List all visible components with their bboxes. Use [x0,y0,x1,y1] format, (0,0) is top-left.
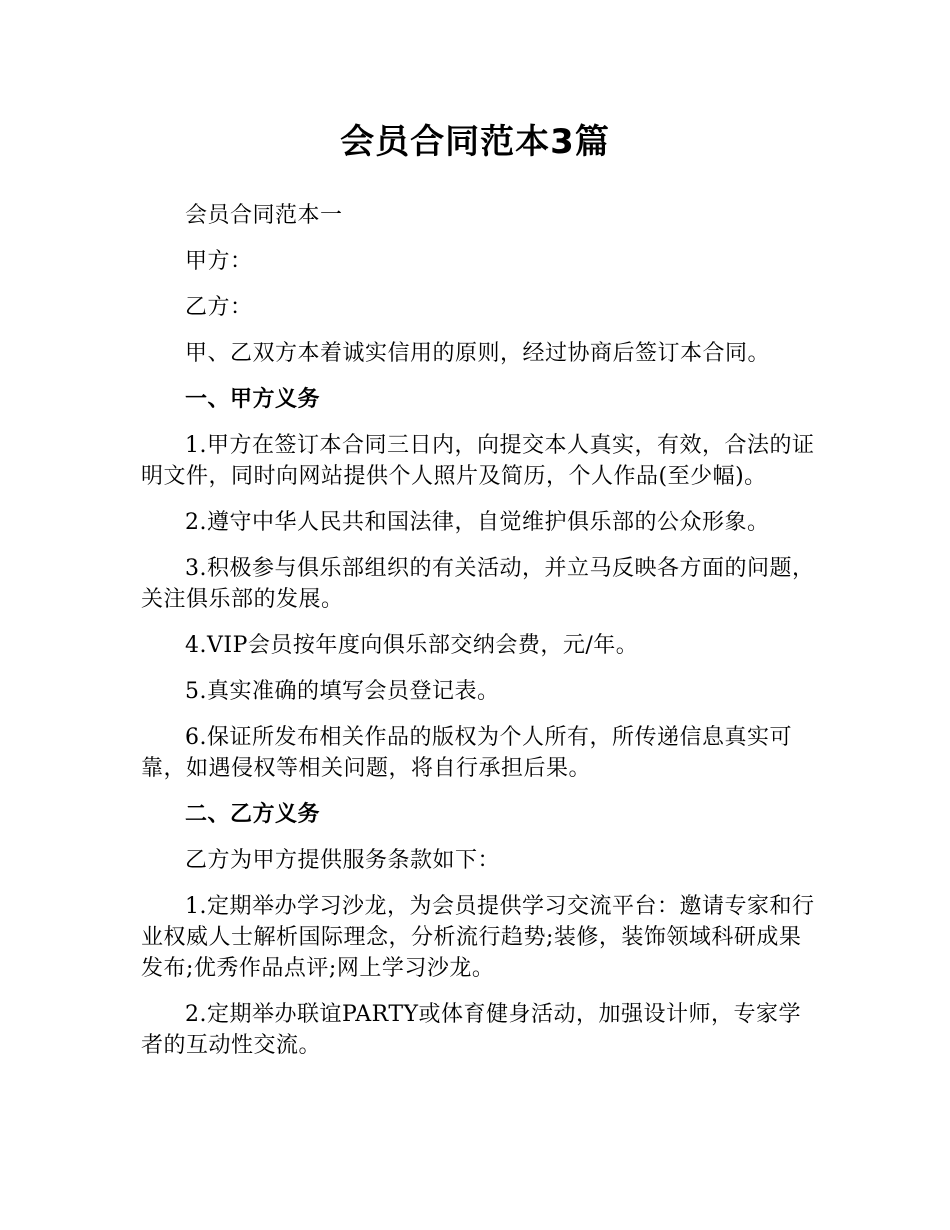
preamble-paragraph: 甲、乙双方本着诚实信用的原则，经过协商后签订本合同。 [185,341,771,366]
document-title: 会员合同范本3篇 [340,122,610,162]
clause-b2: 2.定期举办联谊PARTY或体育健身活动，加强设计师，专家学者的互动性交流。 [141,1002,802,1058]
party-a-line: 甲方： [185,249,253,274]
party-b-intro: 乙方为甲方提供服务条款如下： [185,848,501,873]
document-body [141,200,821,1076]
clause-a1: 1.甲方在签订本合同三日内，向提交本人真实，有效，合法的证明文件，同时向网站提供个人照片及简历，个人作品(至少幅)。 [141,433,815,489]
clause-a5: 5.真实准确的填写会员登记表。 [185,679,500,704]
clause-a2: 2.遵守中华人民共和国法律，自觉维护俱乐部的公众形象。 [185,510,770,535]
clause-a3: 3.积极参与俱乐部组织的有关活动，并立马反映各方面的问题，关注俱乐部的发展。 [141,556,815,612]
clause-b1: 1.定期举办学习沙龙，为会员提供学习交流平台：邀请专家和行业权威人士解析国际理念，分析流行趋势;装修，装饰领域科研成果发布;优秀作品点评;网上学习沙龙。 [141,894,815,981]
clause-a6: 6.保证所发布相关作品的版权为个人所有，所传递信息真实可靠，如遇侵权等相关问题，将自行承担后果。 [141,725,792,781]
section-heading-party-a: 一、甲方义务 [185,387,321,412]
section-label: 会员合同范本一 [185,203,343,228]
clause-a4: 4.VIP会员按年度向俱乐部交纳会费，元/年。 [185,633,639,658]
party-b-line: 乙方： [185,295,253,320]
section-heading-party-b: 二、乙方义务 [185,802,321,827]
